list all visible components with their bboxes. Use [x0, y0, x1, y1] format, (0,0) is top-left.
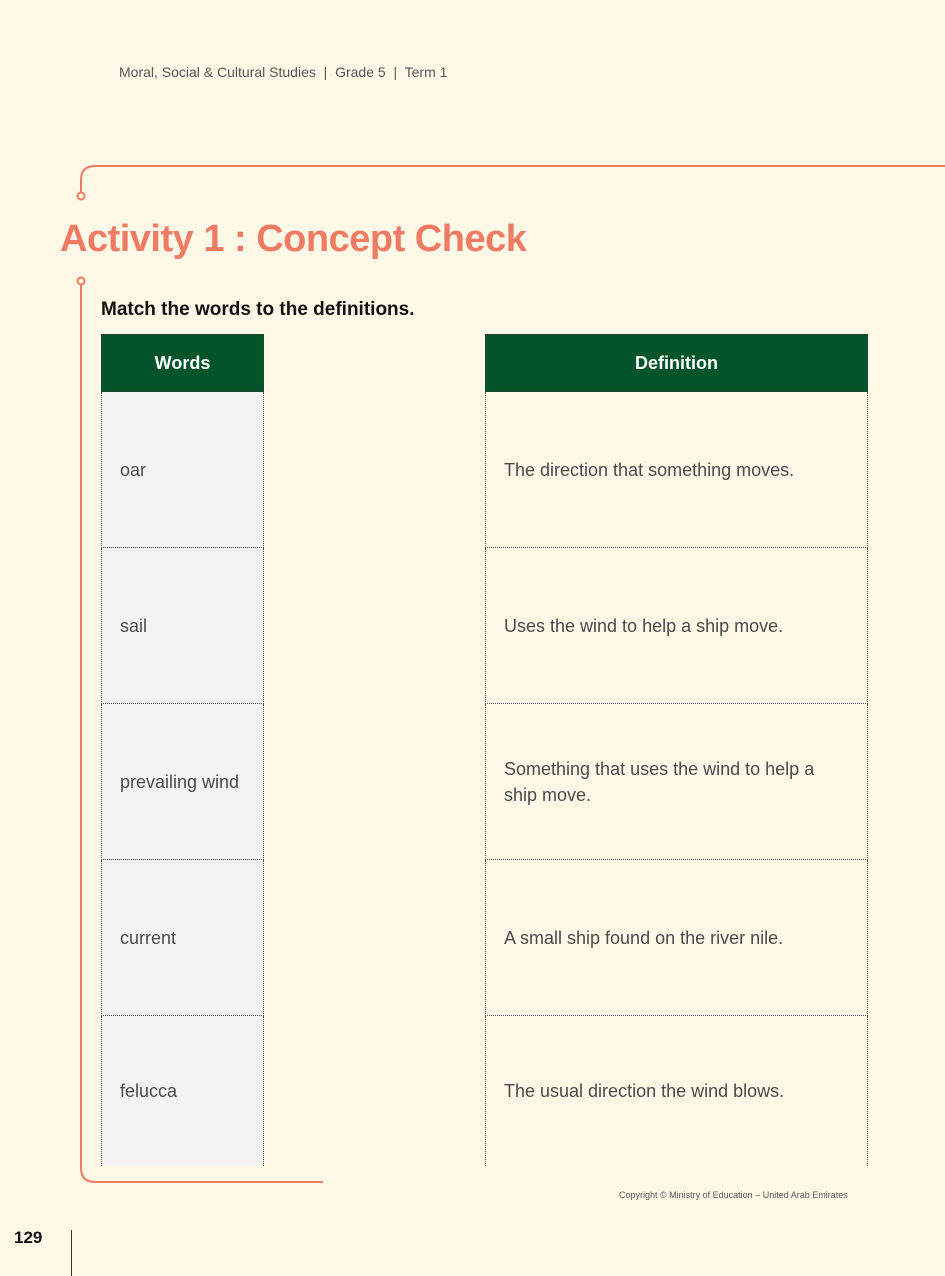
page-number: 129 [14, 1228, 43, 1247]
words-column [101, 334, 264, 1166]
definition-cell: The usual direction the wind blows. [485, 1016, 868, 1166]
definition-cell: A small ship found on the river nile. [485, 860, 868, 1016]
definition-header: Definition [485, 334, 868, 392]
subject-label: Moral, Social & Cultural Studies [119, 64, 316, 80]
definition-cell: Something that uses the wind to help a ship move. [485, 704, 868, 860]
activity-title: Activity 1 : Concept Check [60, 218, 527, 260]
word-cell: oar [101, 392, 264, 548]
definition-cell: The direction that something moves. [485, 392, 868, 548]
header-separator: | [393, 64, 398, 80]
word-cell: felucca [101, 1016, 264, 1166]
activity-instruction: Match the words to the definitions. [101, 299, 415, 320]
word-cell: prevailing wind [101, 704, 264, 860]
term-label: Term 1 [404, 64, 448, 80]
definitions-column [485, 334, 868, 1166]
words-header: Words [101, 334, 264, 392]
word-cell: current [101, 860, 264, 1016]
header-separator: | [323, 64, 328, 80]
word-cell: sail [101, 548, 264, 704]
page-number-divider [71, 1230, 72, 1276]
grade-label: Grade 5 [335, 64, 386, 80]
definition-cell: Uses the wind to help a ship move. [485, 548, 868, 704]
copyright-notice: Copyright © Ministry of Education – United Arab Emirates [619, 1190, 848, 1200]
